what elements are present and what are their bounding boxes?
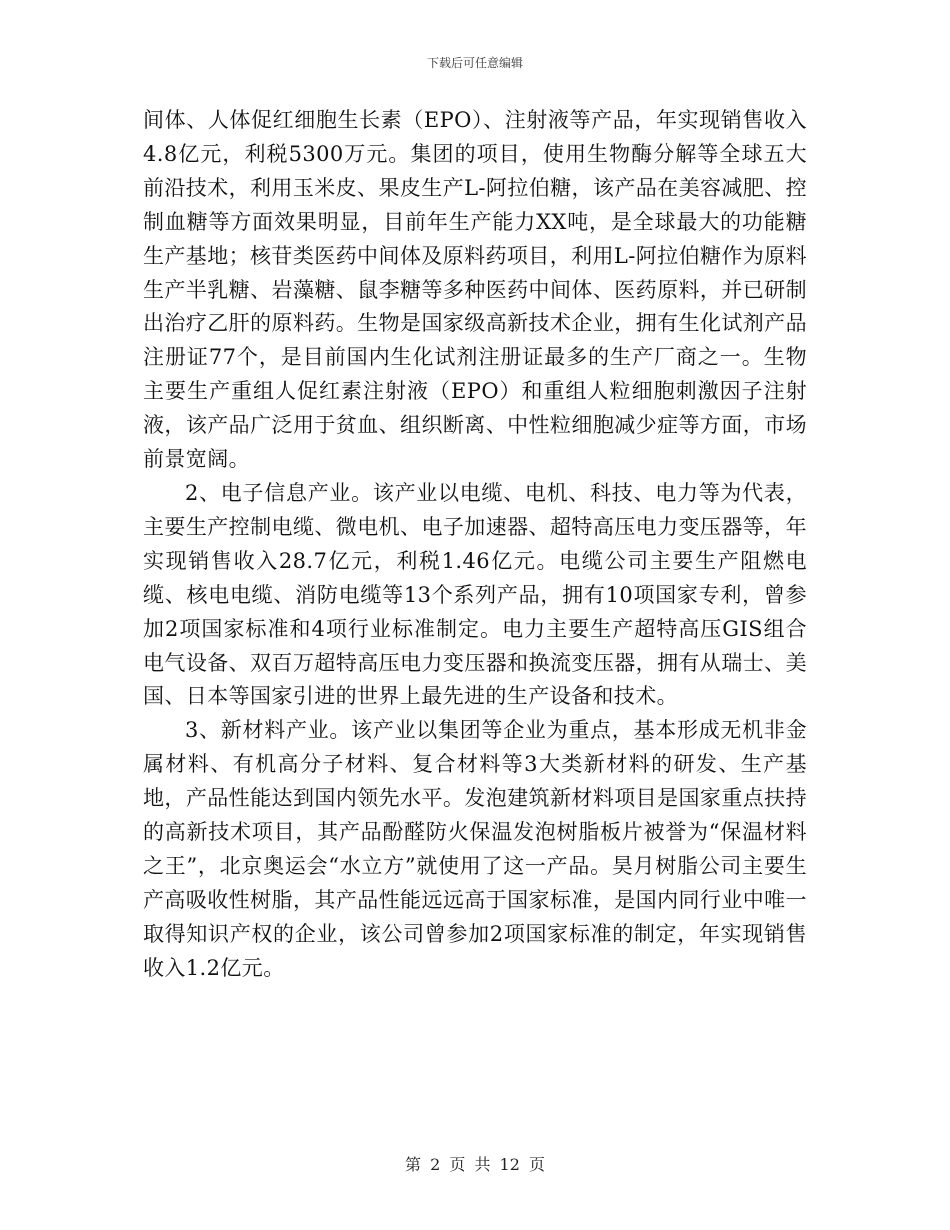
paragraph-new-materials-industry: 3、新材料产业。该产业以集团等企业为重点，基本形成无机非金属材料、有机高分子材料、复合材料等3大类新材料的研发、生产基地，产品性能达到国内领先水平。发泡建筑新材料项目是国家重点扶持的高新技术项目，其产品酚醛防火保温发泡树脂板片被誉为“保温材料之王”，北京奥运会“水立方”就使用了这一产品。昊月树脂公司主要生产高吸收性树脂，其产品性能远远高于国家标准，是国内同行业中唯一取得知识产权的企业，该公司曾参加2项国家标准的制定，年实现销售收入1.2亿元。 (143, 718, 807, 980)
page-footer: 第 2 页 共 12 页 (405, 1155, 545, 1174)
paragraph-biotech-continued: 间体、人体促红细胞生长素（EPO）、注射液等产品，年实现销售收入4.8亿元，利税5300万元。集团的项目，使用生物酶分解等全球五大前沿技术，利用玉米皮、果皮生产L-阿拉伯糖，该产品在美容减肥、控制血糖等方面效果明显，目前年生产能力XX吨，是全球最大的功能糖生产基地；核苷类医药中间体及原料药项目，利用L-阿拉伯糖作为原料生产半乳糖、岩藻糖、鼠李糖等多种医药中间体、医药原料，并已研制出治疗乙肝的原料药。生物是国家级高新技术企业，拥有生化试剂产品注册证77个，是目前国内生化试剂注册证最多的生产厂商之一。生物主要生产重组人促红素注射液（EPO）和重组人粒细胞刺激因子注射液，该产品广泛用于贫血、组织断离、中性粒细胞减少症等方面，市场前景宽阔。 (143, 108, 807, 472)
page-header: 下载后可任意编辑 (426, 56, 523, 70)
paragraph-electronics-industry: 2、电子信息产业。该产业以电缆、电机、科技、电力等为代表，主要生产控制电缆、微电机、电子加速器、超特高压电力变压器等，年实现销售收入28.7亿元，利税1.46亿元。电缆公司主要生产阻燃电缆、核电电缆、消防电缆等13个系列产品，拥有10项国家专利，曾参加2项国家标准和4项行业标准制定。电力主要生产超特高压GIS组合电气设备、双百万超特高压电力变压器和换流变压器，拥有从瑞士、美国、日本等国家引进的世界上最先进的生产设备和技术。 (143, 480, 807, 709)
document-body (143, 104, 807, 986)
